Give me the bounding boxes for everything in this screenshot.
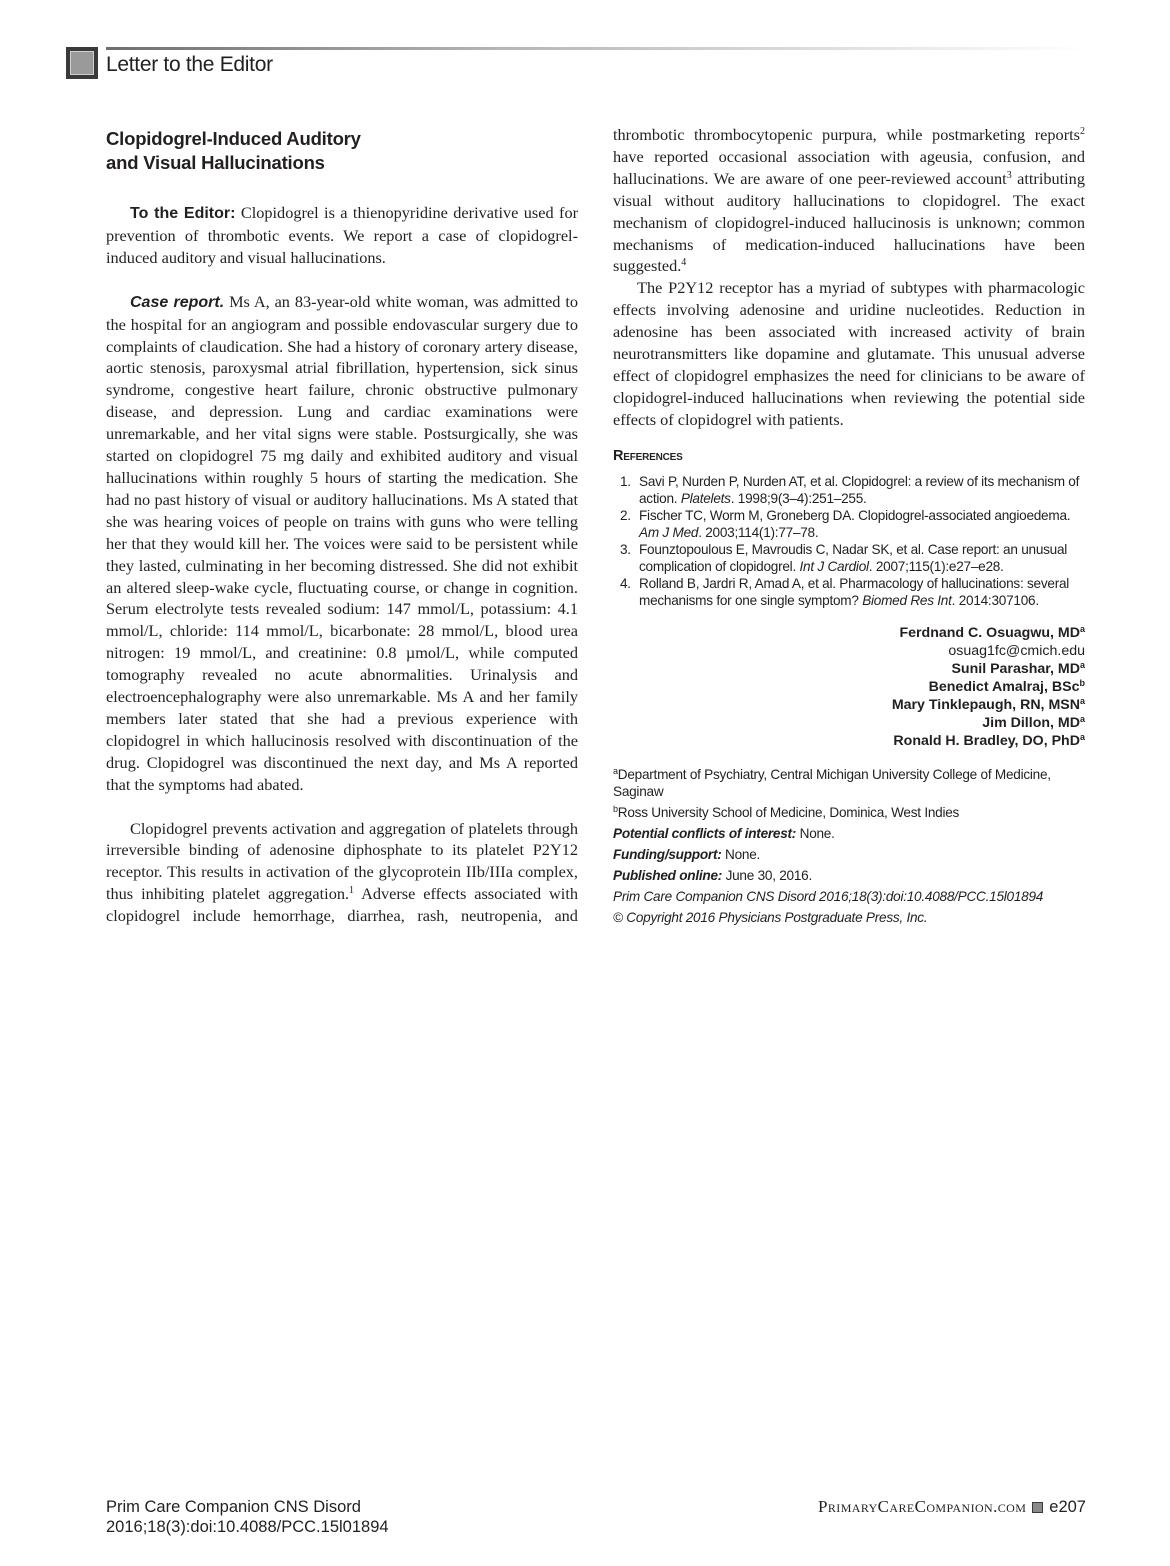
reference-item: 2. Fischer TC, Worm M, Groneberg DA. Clopidogrel-associated angioedema. Am J Med. 2003;114(1):77–78. <box>620 507 1071 540</box>
author-name: Benedict Amalraj, BSc$^b$ <box>928 677 1085 695</box>
references-list <box>613 473 1085 609</box>
footnote-ref[interactable]: 4 <box>681 257 687 269</box>
author-name: Ferdnand C. Osuagwu, $MD^a$ <box>899 623 1085 641</box>
references-heading: References <box>613 447 683 464</box>
footer-page-info <box>818 1497 1086 1517</box>
reference-item: 1. Savi P, Nurden P, Nurden AT, et al. Clopidogrel: a review of its mechanism of action. Platelets. 1998;9(3–4):251–255. <box>620 473 1080 506</box>
author-name: Sunil Parashar, $MD^a$ <box>951 659 1085 677</box>
copyright-notice: © Copyright 2016 Physicians Postgraduate Press, Inc. <box>613 909 928 925</box>
footnote-ref[interactable]: 3 <box>1006 169 1012 181</box>
left-column <box>106 124 578 927</box>
reference-item: 3. Founztopoulous E, Mavroudis C, Nadar SK, et al. Case report: an unusual complication of clopidogrel. Int J Cardiol. 2007;115(1):e27–e28. <box>620 541 1068 574</box>
page-number: e207 <box>1049 1498 1086 1516</box>
affiliation-b: $^b$Ross University School of Medicine, Dominica, West Indies <box>613 803 960 820</box>
affiliation-a: $^a$Department of Psychiatry, Central Michigan University College of Medicine, Saginaw <box>613 765 1051 799</box>
published-online: Published online: June 30, 2016. <box>613 867 813 883</box>
case-report-paragraph: Case report. Ms A, an 83-year-old white woman, was admitted to the hospital for an angiogram and possible endovascular surgery due to complaints of claudication. She had a history of coronary artery disease, aortic stenosis, paroxysmal atrial fibrillation, hypertension, sick sinus syndrome, congestive heart failure, chronic obstructive pulmonary disease, and depression. Lung and cardiac examinations were unremarkable, and her vital signs were stable. Postsurgically, she was started on clopidogrel 75 mg daily and exhibited auditory and visual hallucinations within roughly 5 hours of starting the medication. She had no past history of visual or auditory hallucinations. Ms A stated that she was hearing voices of people on trains with guns who were telling her that they would kill her. The voices were said to be persistent while they lasted, culminating in her becoming distressed. She did not exhibit an altered sleep-wake cycle, fluctuating course, or change in cognition. Serum electrolyte tests revealed sodium: 147 mmol/L, potassium: 4.1 mmol/L, chloride: 114 mmol/L, bicarbonate: 28 mmol/L, blood urea nitrogen: 19 mmol/L, and creatinine: 0.8 µmol/L, while computed tomography revealed no acute abnormalities. Urinalysis and electroencephalography were also unremarkable. Ms A and her family members later stated that she had a previous experience with clopidogrel in which hallucinosis resolved with discontinuation of the drug. Clopidogrel was discontinued the next day, and Ms A reported that the symptoms had abated. <box>106 291 578 794</box>
conflicts-of-interest: Potential conflicts of interest: None. <box>613 825 835 841</box>
author-email-link[interactable]: osuag1fc@cmich.edu <box>948 642 1085 659</box>
footnote-ref[interactable]: 2 <box>1079 126 1085 137</box>
right-column <box>613 124 1085 930</box>
funding-support: Funding/support: None. <box>613 846 761 862</box>
author-name: Mary Tinklepaugh, RN, MSN$^a$ <box>891 695 1085 713</box>
footer-journal-citation: Prim Care Companion CNS Disord 2016;18(3):doi:10.4088/PCC.15l01894 <box>106 1498 389 1536</box>
footnote-ref[interactable]: 1 <box>349 885 355 897</box>
section-marker-icon <box>66 47 98 79</box>
section-label: Letter to the Editor <box>106 53 273 76</box>
affiliations-block <box>613 766 1085 926</box>
header-rule <box>106 47 1086 50</box>
author-list <box>613 624 1085 750</box>
author-name: Jim Dillon, $MD^a$ <box>982 713 1085 731</box>
discussion-paragraph-2: The P2Y12 receptor has a myriad of subtypes with pharmacologic effects involving adenosine and uridine nucleotides. Reduction in adenosine has been associated with increased activity of brain neurotransmitters like dopamine and glutamate. This unusual adverse effect of clopidogrel emphasizes the need for clinicians to be aware of clopidogrel-induced hallucinations when reviewing the potential side effects of clopidogrel with patients. <box>613 278 1085 429</box>
author-name: Ronald H. Bradley, DO, PhD$^a$ <box>893 731 1085 749</box>
doi-citation[interactable]: Prim Care Companion CNS Disord 2016;18(3):doi:10.4088/PCC.15l01894 <box>613 888 1044 904</box>
intro-paragraph: To the Editor: Clopidogrel is a thienopyridine derivative used for prevention of thrombotic events. We report a case of clopidogrel-induced auditory and visual hallucinations. <box>106 203 579 267</box>
article-title: Clopidogrel-Induced Auditory and Visual Hallucinations <box>106 128 361 173</box>
square-separator-icon <box>1032 1502 1043 1513</box>
footer-site-link[interactable]: PrimaryCareCompanion.com <box>818 1497 1027 1516</box>
discussion-paragraph-1-continued: thrombotic thrombocytopenic purpura, while postmarketing reports$^2$ have reported occasional association with ageusia, confusion, and hallucinations. We are aware of one peer-reviewed account$^3$ attributing visual without auditory hallucinations to clopidogrel. The exact mechanism of clopidogrel-induced hallucinosis is unknown; common mechanisms of medication-induced hallucinations have been suggested.$^4$ <box>613 125 1086 276</box>
reference-item: 4. Rolland B, Jardri R, Amad A, et al. Pharmacology of hallucinations: several mechanisms for one single symptom? Biomed Res Int. 2014:307106. <box>620 575 1070 608</box>
discussion-paragraph-1: Clopidogrel prevents activation and aggregation of platelets through irreversible binding of adenosine diphosphate to its platelet P2Y12 receptor. This results in activation of the glycoprotein IIb/IIIa complex, thus inhibiting platelet aggregation.$^1$ Adverse effects associated with clopidogrel include hemorrhage, diarrhea, rash, neutropenia, and <box>106 818 579 926</box>
